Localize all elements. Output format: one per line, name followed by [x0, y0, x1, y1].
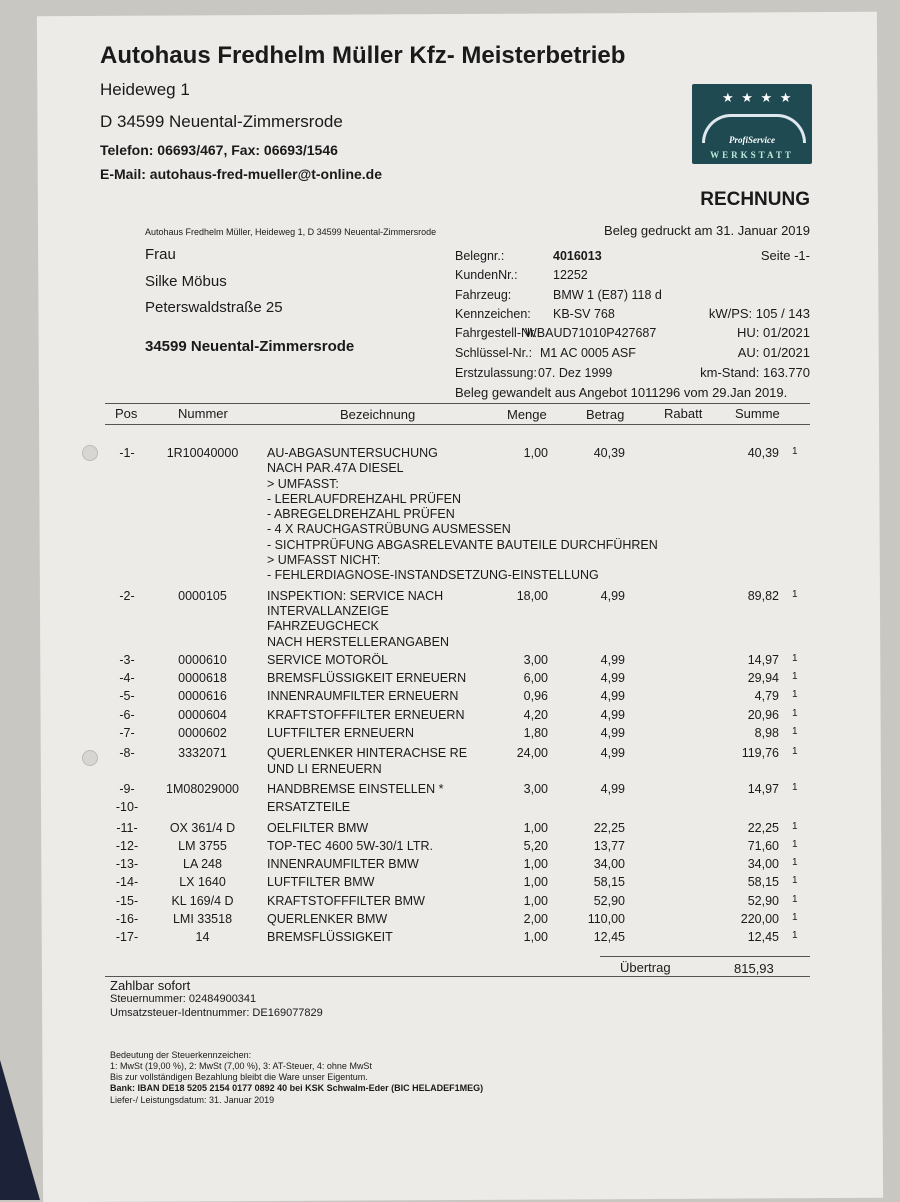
printed-date: Beleg gedruckt am 31. Januar 2019 — [604, 223, 810, 238]
line-item — [0, 689, 840, 707]
item-price: 110,00 — [587, 912, 625, 927]
col-nummer: Nummer — [178, 406, 228, 421]
item-description — [267, 708, 464, 723]
item-quantity: 3,00 — [523, 652, 548, 667]
line-item — [0, 930, 840, 945]
converted-note: Beleg gewandelt aus Angebot 1011296 vom 29.Jan 2019. — [455, 385, 788, 400]
description-line: - SICHTPRÜFUNG ABGASRELEVANTE BAUTEILE DURCHFÜHREN — [267, 537, 658, 552]
item-pos: -15- — [115, 893, 139, 908]
background-object — [0, 1060, 40, 1200]
au-value: AU: 01/2021 — [737, 345, 810, 360]
line-item — [0, 800, 840, 820]
description-line: OELFILTER BMW — [267, 820, 369, 835]
item-quantity: 1,00 — [523, 857, 548, 872]
belegnr-value: 4016013 — [553, 249, 602, 263]
item-tax-code: 1 — [792, 726, 798, 738]
col-betrag: Betrag — [586, 407, 625, 422]
item-description — [267, 857, 419, 872]
item-tax-code: 1 — [792, 838, 798, 850]
description-line: AU-ABGASUNTERSUCHUNG — [267, 446, 438, 460]
vehicle-label: Fahrzeug: — [455, 288, 512, 302]
item-price: 4,99 — [600, 588, 625, 603]
key-number-label: Schlüssel-Nr.: — [455, 346, 533, 360]
belegnr-label: Belegnr.: — [455, 249, 505, 263]
description-line: SERVICE MOTORÖL — [267, 652, 389, 667]
item-number: LX 1640 — [179, 875, 226, 890]
divider — [105, 403, 810, 404]
recipient-city: 34599 Neuental-Zimmersrode — [145, 338, 355, 355]
item-tax-code: 1 — [792, 912, 798, 924]
recipient-name: Silke Möbus — [145, 273, 227, 290]
document-title: RECHNUNG — [700, 189, 810, 210]
divider — [105, 976, 810, 977]
vat-id: Umsatzsteuer-Identnummer: DE169077829 — [110, 1007, 323, 1019]
item-total: 71,60 — [747, 838, 779, 853]
line-item — [0, 708, 840, 726]
item-quantity: 2,00 — [523, 912, 548, 927]
sender-line: Autohaus Fredhelm Müller, Heideweg 1, D 34599 Neuental-Zimmersrode — [145, 227, 437, 237]
item-pos: -4- — [119, 671, 135, 686]
item-total: 58,15 — [747, 875, 779, 890]
item-quantity: 24,00 — [516, 746, 548, 761]
line-item — [0, 821, 840, 839]
item-description — [267, 821, 368, 836]
description-line: TOP-TEC 4600 5W-30/1 LTR. — [267, 838, 434, 853]
line-item — [0, 446, 840, 587]
item-quantity: 1,00 — [523, 446, 548, 460]
item-quantity: 18,00 — [516, 588, 548, 603]
description-line: - ABREGELDREHZAHL PRÜFEN — [267, 507, 455, 522]
item-number: 3332071 — [178, 746, 227, 761]
item-pos: -10- — [115, 800, 139, 815]
description-line: INSPEKTION: SERVICE NACH — [267, 588, 444, 603]
vin-value: WBAUD71010P427687 — [525, 326, 657, 340]
kundennr-value: 12252 — [553, 268, 588, 282]
item-number: LMI 33518 — [172, 912, 233, 927]
line-item — [0, 839, 840, 857]
item-pos: -8- — [119, 746, 135, 761]
description-line: INNENRAUMFILTER BMW — [267, 857, 419, 872]
item-tax-code: 1 — [792, 930, 798, 942]
item-tax-code: 1 — [792, 446, 798, 457]
item-number: 0000618 — [178, 671, 227, 686]
line-item — [0, 726, 840, 746]
divider — [600, 956, 810, 957]
item-total: 22,25 — [747, 820, 779, 835]
item-description — [267, 689, 458, 704]
item-total: 29,94 — [747, 671, 779, 686]
line-items — [0, 446, 840, 946]
payment-terms: Zahlbar sofort — [110, 978, 191, 993]
item-price: 4,99 — [600, 746, 625, 761]
description-line: BREMSFLÜSSIGKEIT — [267, 930, 393, 945]
item-tax-code: 1 — [792, 875, 798, 887]
key-number-value: M1 AC 0005 ASF — [540, 346, 636, 360]
registration-label: Erstzulassung: — [455, 366, 537, 380]
item-pos: -2- — [119, 588, 135, 603]
line-item — [0, 746, 840, 782]
description-line: - FEHLERDIAGNOSE-INSTANDSETZUNG-EINSTELLUNG — [267, 568, 599, 583]
item-total: 12,45 — [747, 930, 779, 945]
item-description — [267, 782, 443, 797]
divider — [105, 424, 810, 425]
item-number: 0000604 — [178, 707, 227, 722]
item-number: KL 169/4 D — [171, 893, 234, 908]
logo-subtext: WERKSTATT — [710, 150, 794, 160]
item-description — [267, 446, 658, 584]
stars-icon: ★ ★ ★ ★ — [722, 90, 794, 105]
line-item — [0, 875, 840, 893]
description-line: QUERLENKER HINTERACHSE RE — [267, 746, 468, 761]
col-rabatt: Rabatt — [664, 406, 703, 421]
item-tax-code: 1 — [792, 781, 798, 793]
item-pos: -7- — [119, 726, 135, 741]
company-phone: Telefon: 06693/467, Fax: 06693/1546 — [100, 142, 338, 158]
description-line: HANDBREMSE EINSTELLEN * — [267, 781, 444, 796]
company-street: Heideweg 1 — [100, 80, 190, 99]
item-pos: -12- — [115, 838, 139, 853]
item-tax-code: 1 — [792, 857, 798, 869]
tax-legend-title: Bedeutung der Steuerkennzeichen: — [110, 1050, 252, 1060]
item-tax-code: 1 — [792, 689, 798, 701]
item-number: 1M08029000 — [166, 781, 239, 796]
item-quantity: 1,00 — [523, 820, 548, 835]
ownership-note: Bis zur vollständigen Bezahlung bleibt die Ware unser Eigentum. — [110, 1072, 368, 1082]
description-line: FAHRZEUGCHECK — [267, 619, 379, 634]
bank-details: Bank: IBAN DE18 5205 2154 0177 0892 40 bei KSK Schwalm-Eder (BIC HELADEF1MEG) — [110, 1083, 484, 1093]
item-price: 58,15 — [593, 875, 625, 890]
carry-label: Übertrag — [620, 960, 671, 975]
item-description — [267, 839, 433, 854]
registration-value: 07. Dez 1999 — [538, 366, 613, 380]
tax-number: Steuernummer: 02484900341 — [110, 993, 257, 1005]
item-tax-code: 1 — [792, 671, 798, 683]
description-line: - LEERLAUFDREHZAHL PRÜFEN — [267, 491, 462, 506]
item-number: LM 3755 — [178, 838, 227, 853]
item-total: 52,90 — [747, 893, 779, 908]
col-bezeichnung: Bezeichnung — [340, 407, 416, 422]
line-item — [0, 894, 840, 912]
item-price: 34,00 — [593, 857, 625, 872]
description-line: INTERVALLANZEIGE — [267, 603, 389, 618]
item-quantity: 1,00 — [523, 930, 548, 945]
carry-value: 815,93 — [734, 961, 774, 976]
description-line: UND LI ERNEUERN — [267, 761, 382, 776]
item-total: 119,76 — [741, 746, 779, 761]
plate-label: Kennzeichen: — [455, 307, 531, 321]
item-price: 4,99 — [600, 707, 625, 722]
item-price: 12,45 — [593, 930, 625, 945]
delivery-date: Liefer-/ Leistungsdatum: 31. Januar 2019 — [110, 1095, 275, 1105]
description-line: LUFTFILTER ERNEUERN — [267, 726, 415, 741]
item-tax-code: 1 — [792, 820, 798, 832]
mileage-value: km-Stand: 163.770 — [700, 365, 810, 380]
item-price: 4,99 — [600, 671, 625, 686]
description-line: INNENRAUMFILTER ERNEUERN — [267, 689, 459, 704]
col-pos: Pos — [115, 406, 138, 421]
item-price: 4,99 — [600, 689, 625, 704]
line-item — [0, 671, 840, 689]
item-description — [267, 726, 414, 741]
item-description — [267, 875, 374, 890]
item-price: 4,99 — [600, 781, 625, 796]
item-pos: -11- — [116, 820, 138, 835]
description-line: > UMFASST NICHT: — [267, 553, 381, 568]
description-line: KRAFTSTOFFFILTER BMW — [267, 893, 425, 908]
item-number: 1R10040000 — [166, 446, 239, 460]
item-tax-code: 1 — [792, 893, 798, 905]
description-line: - 4 X RAUCHGASTRÜBUNG AUSMESSEN — [267, 522, 511, 537]
item-quantity: 1,00 — [523, 893, 548, 908]
item-total: 8,98 — [754, 726, 779, 741]
company-city: D 34599 Neuental-Zimmersrode — [100, 112, 343, 131]
description-line: KRAFTSTOFFFILTER ERNEUERN — [267, 707, 465, 722]
item-number: 0000105 — [178, 588, 227, 603]
item-description — [267, 800, 350, 815]
item-price: 22,25 — [593, 820, 625, 835]
item-price: 40,39 — [593, 446, 625, 460]
item-description — [267, 930, 393, 945]
company-email: E-Mail: autohaus-fred-mueller@t-online.de — [100, 166, 383, 182]
line-item — [0, 857, 840, 875]
item-pos: -14- — [115, 875, 139, 890]
tax-legend: 1: MwSt (19,00 %), 2: MwSt (7,00 %), 3: AT-Steuer, 4: ohne MwSt — [110, 1061, 372, 1071]
item-pos: -9- — [119, 781, 135, 796]
description-line: BREMSFLÜSSIGKEIT ERNEUERN — [267, 671, 467, 686]
item-quantity: 0,96 — [523, 689, 548, 704]
description-line: > UMFASST: — [267, 476, 339, 491]
power-value: kW/PS: 105 / 143 — [708, 306, 810, 321]
item-description — [267, 894, 425, 909]
description-line: ERSATZTEILE — [267, 800, 351, 815]
item-total: 4,79 — [754, 689, 779, 704]
item-quantity: 1,00 — [523, 875, 548, 890]
vin-label: Fahrgestell-Nr.: — [455, 326, 541, 340]
description-line: NACH PAR.47A DIESEL — [267, 461, 404, 476]
item-description — [267, 912, 387, 927]
item-quantity: 3,00 — [523, 781, 548, 796]
col-menge: Menge — [507, 407, 547, 422]
item-total: 40,39 — [747, 446, 779, 460]
page-number: Seite -1- — [760, 248, 810, 263]
item-number: 0000602 — [178, 726, 227, 741]
item-number: 0000616 — [178, 689, 227, 704]
item-pos: -17- — [115, 930, 139, 945]
item-price: 52,90 — [593, 893, 625, 908]
line-item — [0, 912, 840, 930]
item-tax-code: 1 — [792, 746, 798, 758]
logo-text: ProfiService — [729, 135, 775, 145]
item-tax-code: 1 — [792, 652, 798, 664]
profiservice-logo — [692, 84, 812, 164]
company-name: Autohaus Fredhelm Müller Kfz- Meisterbetrieb — [100, 42, 626, 69]
item-pos: -16- — [115, 912, 139, 927]
line-item — [0, 782, 840, 800]
hu-value: HU: 01/2021 — [737, 325, 810, 340]
item-pos: -1- — [119, 446, 135, 460]
item-total: 34,00 — [747, 857, 779, 872]
item-quantity: 1,80 — [523, 726, 548, 741]
item-pos: -6- — [119, 707, 135, 722]
item-tax-code: 1 — [792, 707, 798, 719]
item-quantity: 6,00 — [523, 671, 548, 686]
description-line: LUFTFILTER BMW — [267, 875, 375, 890]
plate-value: KB-SV 768 — [553, 307, 615, 321]
item-number: 0000610 — [178, 652, 227, 667]
item-number: OX 361/4 D — [169, 820, 236, 835]
col-summe: Summe — [735, 406, 780, 421]
item-quantity: 4,20 — [523, 707, 548, 722]
description-line: NACH HERSTELLERANGABEN — [267, 634, 449, 649]
item-tax-code: 1 — [792, 588, 798, 600]
item-total: 89,82 — [747, 588, 779, 603]
item-total: 14,97 — [747, 652, 779, 667]
recipient-salutation: Frau — [145, 246, 176, 263]
item-number: 14 — [195, 930, 210, 945]
description-line: QUERLENKER BMW — [267, 912, 388, 927]
line-item — [0, 589, 840, 653]
item-quantity: 5,20 — [523, 838, 548, 853]
recipient-street: Peterswaldstraße 25 — [145, 299, 283, 316]
item-description — [267, 653, 388, 668]
item-total: 20,96 — [747, 707, 779, 722]
item-price: 4,99 — [600, 726, 625, 741]
kundennr-label: KundenNr.: — [455, 268, 518, 282]
line-item — [0, 653, 840, 671]
item-total: 14,97 — [747, 781, 779, 796]
item-pos: -13- — [115, 857, 139, 872]
item-description — [267, 589, 449, 650]
item-number: LA 248 — [183, 857, 222, 872]
item-total: 220,00 — [740, 912, 779, 927]
item-price: 4,99 — [600, 652, 625, 667]
item-price: 13,77 — [593, 838, 625, 853]
item-pos: -5- — [119, 689, 135, 704]
item-description — [267, 671, 466, 686]
vehicle-value: BMW 1 (E87) 118 d — [553, 288, 662, 302]
item-description — [267, 746, 467, 777]
item-pos: -3- — [119, 652, 135, 667]
